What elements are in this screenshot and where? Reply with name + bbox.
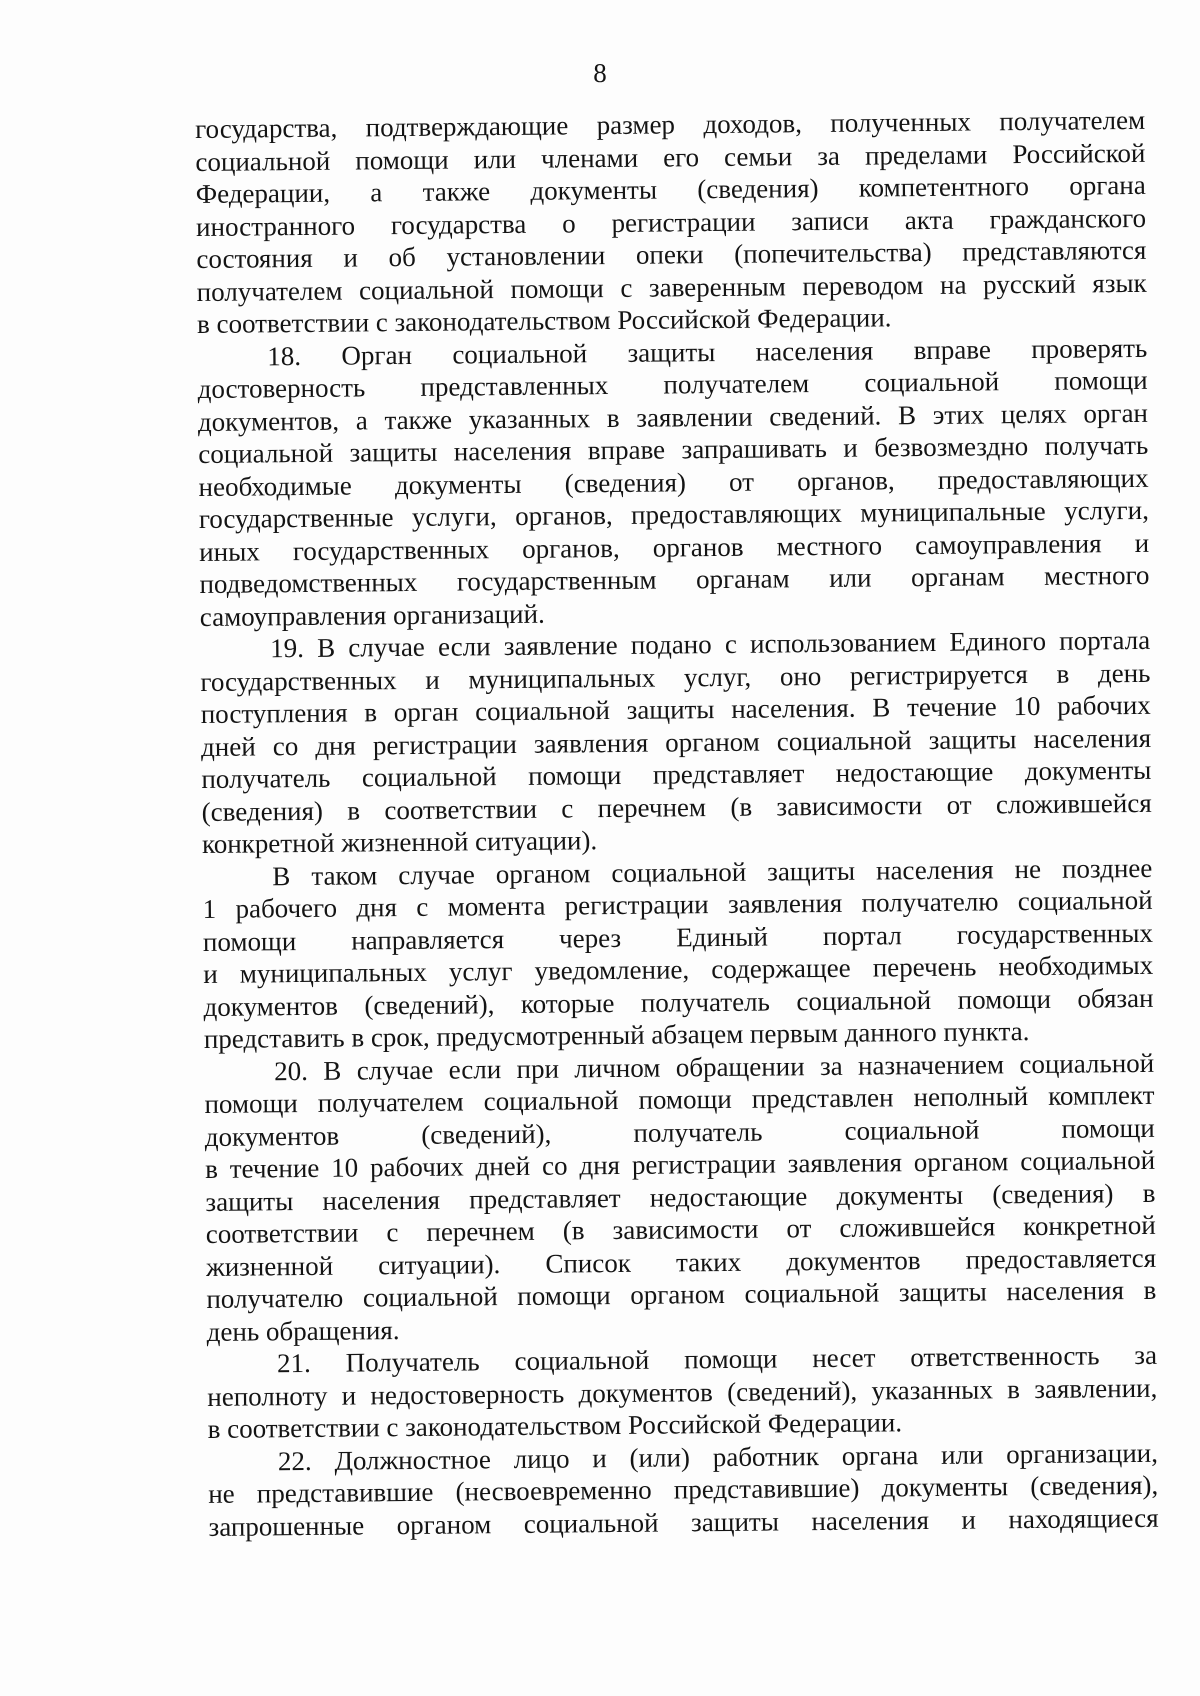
text-line: 18. Орган социальной защиты населения вправе проверять [267,332,1148,371]
page-number: 8 [593,58,607,88]
text-line: самоуправления организаций. [199,598,545,632]
text-line: дней со дня регистрации заявления органом социальной защиты населения [200,722,1152,762]
text-line: иных государственных органов, органов местного самоуправления и [199,527,1150,567]
text-line: получатель социальной помощи представляет недостающие документы [201,754,1152,794]
text-line: достоверность представленных получателем социальной помощи [197,364,1148,404]
text-line: социальной защиты населения вправе запрашивать и безвозмездно получать [198,429,1149,469]
text-line: 19. В случае если заявление подано с использованием Единого портала [269,624,1151,664]
document-body [195,104,1159,1543]
text-line: социальной помощи или членами его семьи за пределами Российской [195,137,1146,177]
text-line: Федерации, а также документы (сведения) компетентного органа [195,169,1146,209]
text-line: (сведения) в соответствии с перечнем (в зависимости от сложившейся [201,787,1152,827]
text-line: состояния и об установлении опеки (попечительства) представляются [196,234,1147,274]
paragraph [208,1436,1159,1543]
paragraph [195,104,1147,341]
text-line: иностранного государства о регистрации записи акта гражданского [195,202,1147,242]
paragraph [207,1339,1158,1446]
text-line: не представившие (несвоевременно представившие) документы (сведения), [208,1469,1159,1509]
text-line: 21. Получатель социальной помощи несет ответственность за [276,1339,1158,1379]
text-line: и муниципальных услуг уведомление, содержащее перечень необходимых [203,949,1154,989]
text-line: помощи получателем социальной помощи представлен неполный комплект [204,1079,1155,1119]
text-line: подведомственных государственным органам или органам местного [199,559,1150,599]
text-line: помощи направляется через Единый портал государственных [202,917,1154,957]
text-line: 22. Должностное лицо и (или) работник органа или организации, [277,1437,1159,1476]
text-line: представить в срок, предусмотренный абзацем первым данного пункта. [203,1016,1030,1054]
text-line: защиты населения представляет недостающие документы (сведения) в [205,1177,1156,1217]
text-line: запрошенные органом социальной защиты населения и находящиеся [208,1502,1159,1542]
paragraph [200,624,1152,861]
text-line: жизненной ситуации). Список таких документов предоставляется [205,1242,1157,1282]
text-line: 20. В случае если при личном обращении за назначением социальной [274,1047,1155,1086]
text-line: документов (сведений), которые получатель социальной помощи обязан [203,982,1154,1022]
text-line: государственные услуги, органов, предоставляющих муниципальные услуги, [198,494,1149,534]
text-line: в течение 10 рабочих дней со дня регистрации заявления органом социальной [204,1144,1156,1184]
text-line: документов (сведений), получатель социальной помощи [204,1112,1155,1152]
text-line: в соответствии с законодательством Российской Федерации. [196,302,892,339]
text-line: день обращения. [206,1314,400,1347]
text-line: неполноту и недостоверность документов (сведений), указанных в заявлении, [207,1372,1158,1412]
text-line: необходимые документы (сведения) от органов, предоставляющих [198,462,1149,502]
text-line: в соответствии с законодательством Российской Федерации. [207,1407,903,1444]
paragraph [202,851,1154,1055]
text-line: государства, подтверждающие размер доходов, полученных получателем [195,104,1146,144]
text-line: конкретной жизненной ситуации). [201,825,598,859]
text-line: получателю социальной помощи органом социальной защиты населения в [206,1274,1157,1314]
paragraph [204,1046,1157,1348]
text-line: документов, а также указанных в заявлении сведений. В этих целях орган [197,397,1149,437]
paragraph [197,331,1150,633]
text-line: получателем социальной помощи с заверенным переводом на русский язык [196,267,1147,307]
text-line: 1 рабочего дня с момента регистрации заявления получателю социальной [202,884,1153,924]
text-line: В таком случае органом социальной защиты населения не позднее [272,852,1153,891]
text-line: поступления в орган социальной защиты населения. В течение 10 рабочих [200,689,1151,729]
text-line: государственных и муниципальных услуг, оно регистрируется в день [200,657,1151,697]
text-line: соответствии с перечнем (в зависимости от сложившейся конкретной [205,1209,1156,1249]
